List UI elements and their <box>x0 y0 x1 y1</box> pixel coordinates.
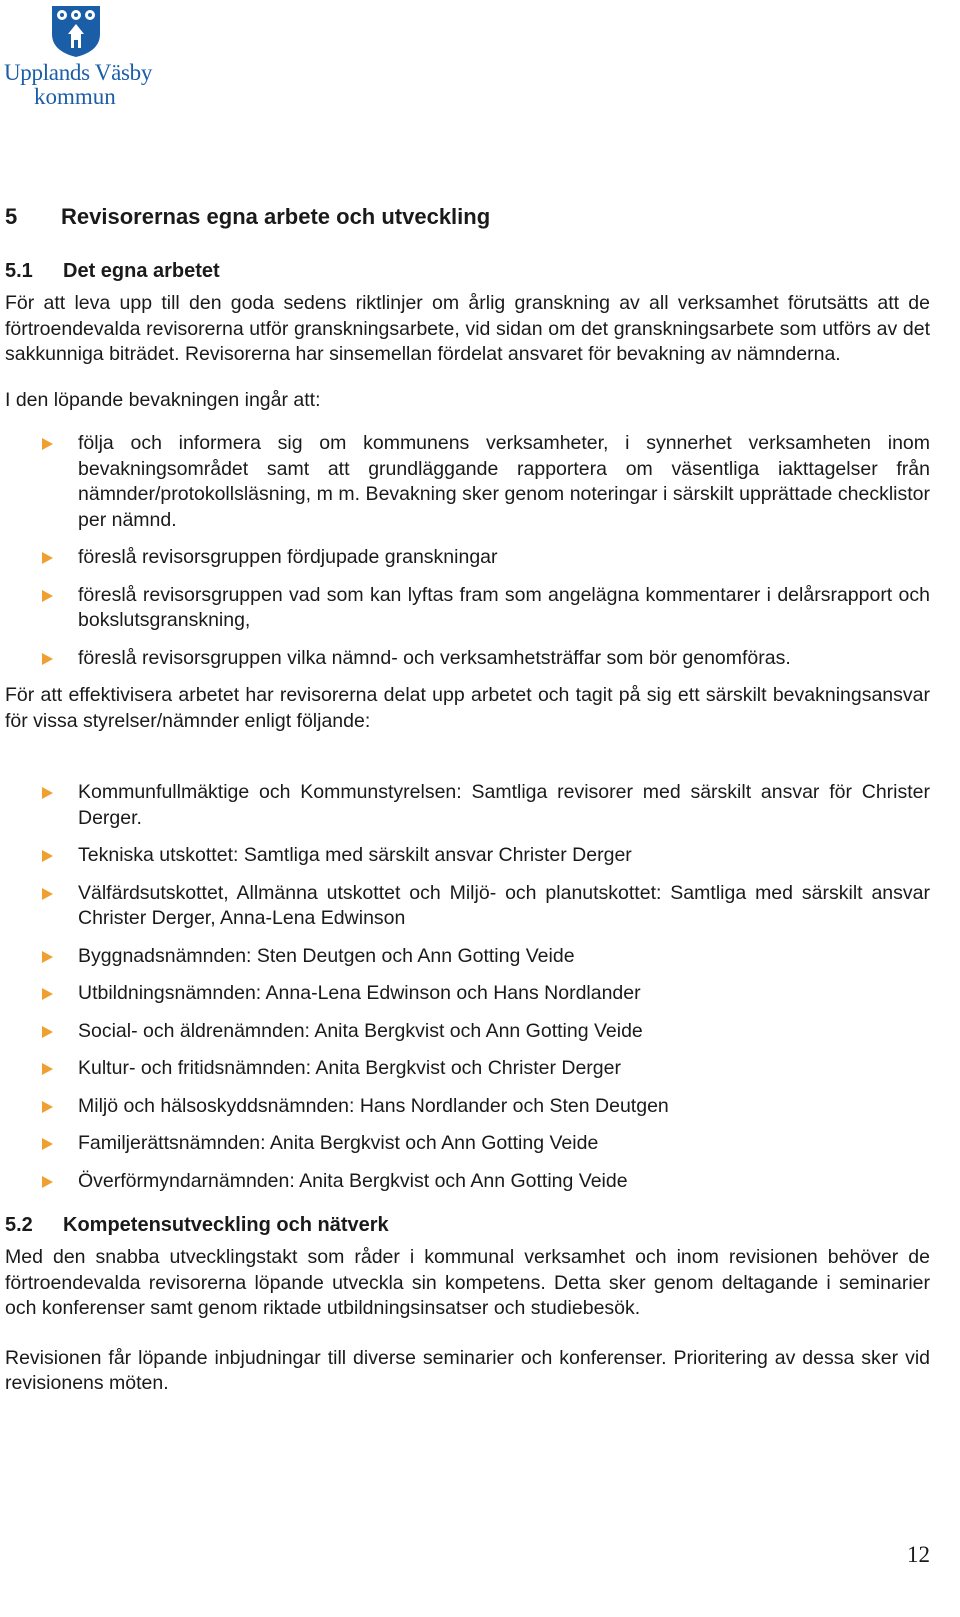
subsection-heading-5-2 <box>5 1214 930 1237</box>
list-item-text: Kultur- och fritidsnämnden: Anita Bergkvist och Christer Derger <box>78 1057 621 1079</box>
triangle-bullet-icon <box>42 951 53 963</box>
subsection-number: 5.2 <box>5 1214 33 1236</box>
bullet-list-responsibilities <box>5 780 930 1194</box>
triangle-bullet-icon <box>42 888 53 900</box>
subsection-number: 5.1 <box>5 260 33 282</box>
triangle-bullet-icon <box>42 438 53 450</box>
list-item-text: Kommunfullmäktige och Kommunstyrelsen: Samtliga revisorer med särskilt ansvar för Christer Derger. <box>78 781 930 829</box>
triangle-bullet-icon <box>42 988 53 1000</box>
triangle-bullet-icon <box>42 590 53 602</box>
list-item <box>5 981 930 1007</box>
list-item <box>5 1019 930 1045</box>
paragraph: För att leva upp till den goda sedens riktlinjer om årlig granskning av all verksamhet förutsätts att de förtroendevalda revisorerna utför granskningsarbete, vid sidan om det granskningsarbete som utförs av det sakkunniga biträdet. Revisorerna har sinsemellan fördelat ansvaret för bevakning av nämnderna. <box>5 292 930 365</box>
list-item-text: Byggnadsnämnden: Sten Deutgen och Ann Gotting Veide <box>78 944 575 967</box>
paragraph: Revisionen får löpande inbjudningar till diverse seminarier och konferenser. Prioritering av dessa sker vid revisionens möten. <box>5 1346 930 1394</box>
document-body <box>5 204 930 1417</box>
logo-text-line1: Upplands Väsby <box>4 60 153 85</box>
list-item-text: Utbildningsnämnden: Anna-Lena Edwinson och Hans Nordlander <box>78 982 641 1004</box>
paragraph: För att effektivisera arbetet har revisorerna delat upp arbetet och tagit på sig ett särskilt bevakningsansvar för vissa styrelser/nämnder enligt följande: <box>5 684 930 732</box>
bullet-list-duties <box>5 431 930 671</box>
list-item-text: Social- och äldrenämnden: Anita Bergkvist och Ann Gotting Veide <box>78 1019 643 1042</box>
triangle-bullet-icon <box>42 1138 53 1150</box>
list-item-text: föreslå revisorsgruppen vilka nämnd- och verksamhetsträffar som bör genomföras. <box>78 646 791 669</box>
triangle-bullet-icon <box>42 1026 53 1038</box>
triangle-bullet-icon <box>42 1176 53 1188</box>
list-item-text: följa och informera sig om kommunens verksamheter, i synnerhet verksamheten inom bevakningsområdet samt att grundläggande rapportera om väsentliga iakttagelser från nämnder/protokollsläsning, m m. Bevakning sker genom noteringar i särskilt upprättade checklistor per nämnd. <box>78 432 930 531</box>
coat-of-arms-icon <box>50 4 102 58</box>
list-item <box>5 646 930 672</box>
list-item <box>5 780 930 831</box>
subsection-title: Det egna arbetet <box>63 260 220 282</box>
triangle-bullet-icon <box>42 1101 53 1113</box>
triangle-bullet-icon <box>42 1063 53 1075</box>
section-number: 5 <box>5 204 18 229</box>
subsection-heading-5-1 <box>5 260 930 283</box>
triangle-bullet-icon <box>42 653 53 665</box>
list-item-text: föreslå revisorsgruppen fördjupade granskningar <box>78 546 498 568</box>
subsection-title: Kompetensutveckling och nätverk <box>63 1214 389 1236</box>
paragraph: Med den snabba utvecklingstakt som råder i kommunal verksamhet och inom revisionen behöver de förtroendevalda revisorerna löpande utveckla sin kompetens. Detta sker genom deltagande i seminarier och konferenser samt genom riktade utbildningsinsatser och studiebesök. <box>5 1246 930 1319</box>
list-item <box>5 881 930 932</box>
list-item-text: Tekniska utskottet: Samtliga med särskilt ansvar Christer Derger <box>78 844 632 866</box>
list-item <box>5 1131 930 1157</box>
triangle-bullet-icon <box>42 850 53 862</box>
section-heading-5 <box>5 204 930 230</box>
logo-text-line2: kommun <box>34 84 116 109</box>
triangle-bullet-icon <box>42 787 53 799</box>
list-item <box>5 1056 930 1082</box>
triangle-bullet-icon <box>42 552 53 564</box>
list-item <box>5 431 930 533</box>
section-title: Revisorernas egna arbete och utveckling <box>61 204 491 229</box>
list-item <box>5 1094 930 1120</box>
list-item-text: Familjerättsnämnden: Anita Bergkvist och Ann Gotting Veide <box>78 1132 599 1154</box>
page-number: 12 <box>907 1542 930 1567</box>
municipality-logo <box>4 4 154 112</box>
list-item <box>5 545 930 571</box>
list-item-text: föreslå revisorsgruppen vad som kan lyftas fram som angelägna kommentarer i delårsrapport och bokslutsgranskning, <box>78 583 930 631</box>
list-item <box>5 944 930 970</box>
list-item <box>5 583 930 634</box>
list-item-text: Överförmyndarnämnden: Anita Bergkvist och Ann Gotting Veide <box>78 1169 628 1192</box>
list-item <box>5 1169 930 1195</box>
list-item-text: Välfärdsutskottet, Allmänna utskottet och Miljö- och planutskottet: Samtliga med särskilt ansvar Christer Derger, Anna-Lena Edwinson <box>78 881 930 929</box>
paragraph: I den löpande bevakningen ingår att: <box>5 388 321 411</box>
list-item-text: Miljö och hälsoskyddsnämnden: Hans Nordlander och Sten Deutgen <box>78 1094 669 1117</box>
list-item <box>5 843 930 869</box>
